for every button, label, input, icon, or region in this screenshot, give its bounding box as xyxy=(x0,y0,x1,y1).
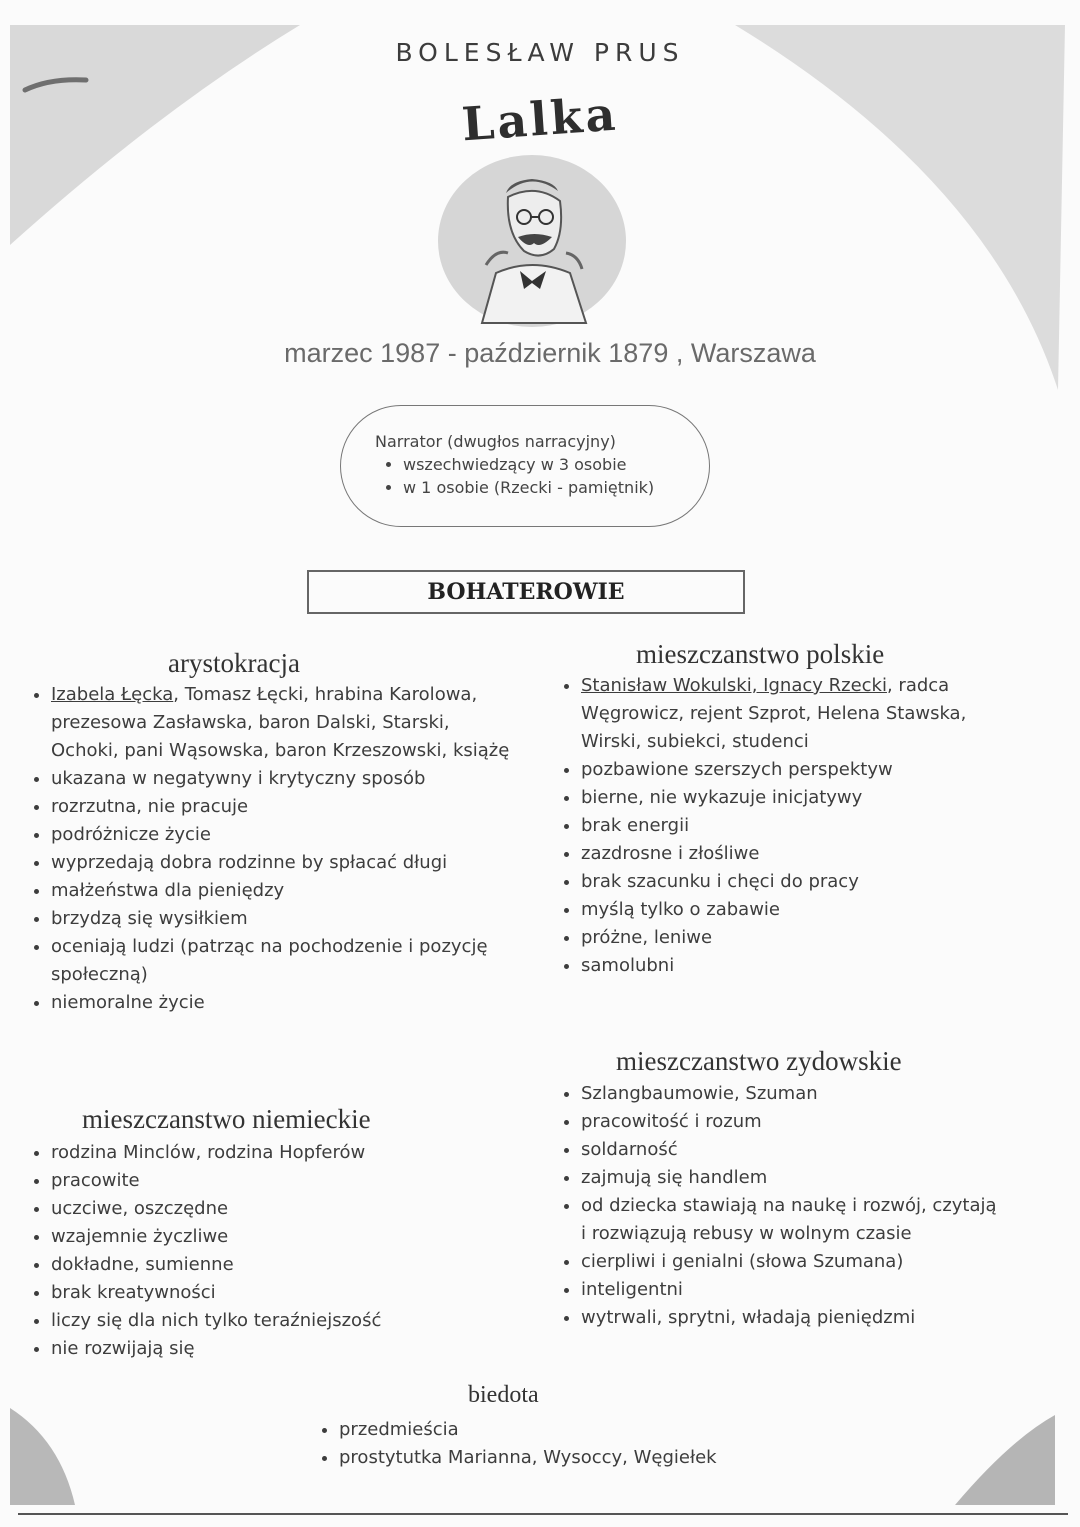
list-item: • wyprzedają dobra rodzinne by spłacać długi xyxy=(51,849,521,877)
list-item: • soldarność xyxy=(581,1136,1001,1164)
list-item: • niemoralne życie xyxy=(51,989,521,1017)
list-item: • bierne, nie wykazuje inicjatywy xyxy=(581,784,1031,812)
list-item: • brzydzą się wysiłkiem xyxy=(51,905,521,933)
names-rest: , radca Węgrowicz, rejent Szprot, Helena Stawska, Wirski, subiekci, studenci xyxy=(581,675,967,752)
book-title: Lalka xyxy=(460,86,620,152)
shade-bottom-right xyxy=(955,1415,1055,1505)
shade-bottom-left xyxy=(10,1408,75,1505)
list-item: • od dziecka stawiają na naukę i rozwój, czytają i rozwiązują rebusy w wolnym czasie xyxy=(581,1192,1001,1248)
list-arystokracja xyxy=(27,681,521,1017)
list-item: • rozrzutna, nie pracuje xyxy=(51,793,521,821)
section-title-polskie: mieszczanstwo polskie xyxy=(636,639,885,669)
underlined-names: Stanisław Wokulski, Ignacy Rzecki xyxy=(581,675,887,696)
list-item: • myślą tylko o zabawie xyxy=(581,896,1031,924)
names-rest: , Tomasz Łęcki, hrabina Karolowa, prezesowa Zasławska, baron Dalski, Starski, Ochoki, pani Wąsowska, baron Krzeszowski, książę xyxy=(51,684,510,761)
list-item: • pracowitość i rozum xyxy=(581,1108,1001,1136)
list-item: • dokładne, sumienne xyxy=(51,1251,521,1279)
list-item: • uczciwe, oszczędne xyxy=(51,1195,521,1223)
list-niemieckie xyxy=(27,1139,521,1363)
list-item: • w 1 osobie (Rzecki - pamiętnik) xyxy=(403,476,654,499)
list-biedota xyxy=(315,1416,899,1472)
list-item: • cierpliwi i genialni (słowa Szumana) xyxy=(581,1248,1001,1276)
list-item: • podróżnicze życie xyxy=(51,821,521,849)
list-item: • prostytutka Marianna, Wysoccy, Węgiełek xyxy=(339,1444,899,1472)
list-item: • pracowite xyxy=(51,1167,521,1195)
list-polskie xyxy=(557,672,1031,980)
list-item: • zazdrosne i złośliwe xyxy=(581,840,1031,868)
list-item: • wzajemnie życzliwe xyxy=(51,1223,521,1251)
list-item xyxy=(581,672,1031,756)
list-item: • pozbawione szerszych perspektyw xyxy=(581,756,1031,784)
list-item: • ukazana w negatywny i krytyczny sposób xyxy=(51,765,521,793)
underlined-names: Izabela Łęcka xyxy=(51,684,174,705)
list-item: • małżeństwa dla pieniędzy xyxy=(51,877,521,905)
narrator-box xyxy=(340,405,710,527)
list-item xyxy=(51,681,521,765)
list-item: • zajmują się handlem xyxy=(581,1164,1001,1192)
list-item: • brak energii xyxy=(581,812,1031,840)
section-title-zydowskie: mieszczanstwo zydowskie xyxy=(616,1046,902,1076)
list-item: • brak szacunku i chęci do pracy xyxy=(581,868,1031,896)
list-zydowskie xyxy=(557,1080,1001,1332)
author-name: BOLESŁAW PRUS xyxy=(395,38,685,67)
list-item: • brak kreatywności xyxy=(51,1279,521,1307)
list-item: • inteligentni xyxy=(581,1276,1001,1304)
section-title-biedota: biedota xyxy=(468,1382,539,1408)
bottom-rule xyxy=(18,1513,1068,1515)
setting-dates: marzec 1987 - październik 1879 , Warszawa xyxy=(284,338,816,368)
author-portrait xyxy=(436,153,628,329)
section-title-arystokracja: arystokracja xyxy=(168,648,300,678)
list-item: • samolubni xyxy=(581,952,1031,980)
narrator-title: Narrator (dwugłos narracyjny) xyxy=(375,432,616,451)
heroes-heading: BOHATEROWIE xyxy=(307,570,745,614)
list-item: • nie rozwijają się xyxy=(51,1335,521,1363)
section-title-niemieckie: mieszczanstwo niemieckie xyxy=(82,1104,371,1134)
list-item: • rodzina Minclów, rodzina Hopferów xyxy=(51,1139,521,1167)
list-item: • liczy się dla nich tylko teraźniejszość xyxy=(51,1307,521,1335)
list-item: • oceniają ludzi (patrząc na pochodzenie i pozycję społeczną) xyxy=(51,933,521,989)
list-item: • próżne, leniwe xyxy=(581,924,1031,952)
list-item: • wszechwiedzący w 3 osobie xyxy=(403,453,654,476)
list-item: • przedmieścia xyxy=(339,1416,899,1444)
narrator-list xyxy=(385,453,654,499)
list-item: • wytrwali, sprytni, władają pieniędzmi xyxy=(581,1304,1001,1332)
list-item: • Szlangbaumowie, Szuman xyxy=(581,1080,1001,1108)
